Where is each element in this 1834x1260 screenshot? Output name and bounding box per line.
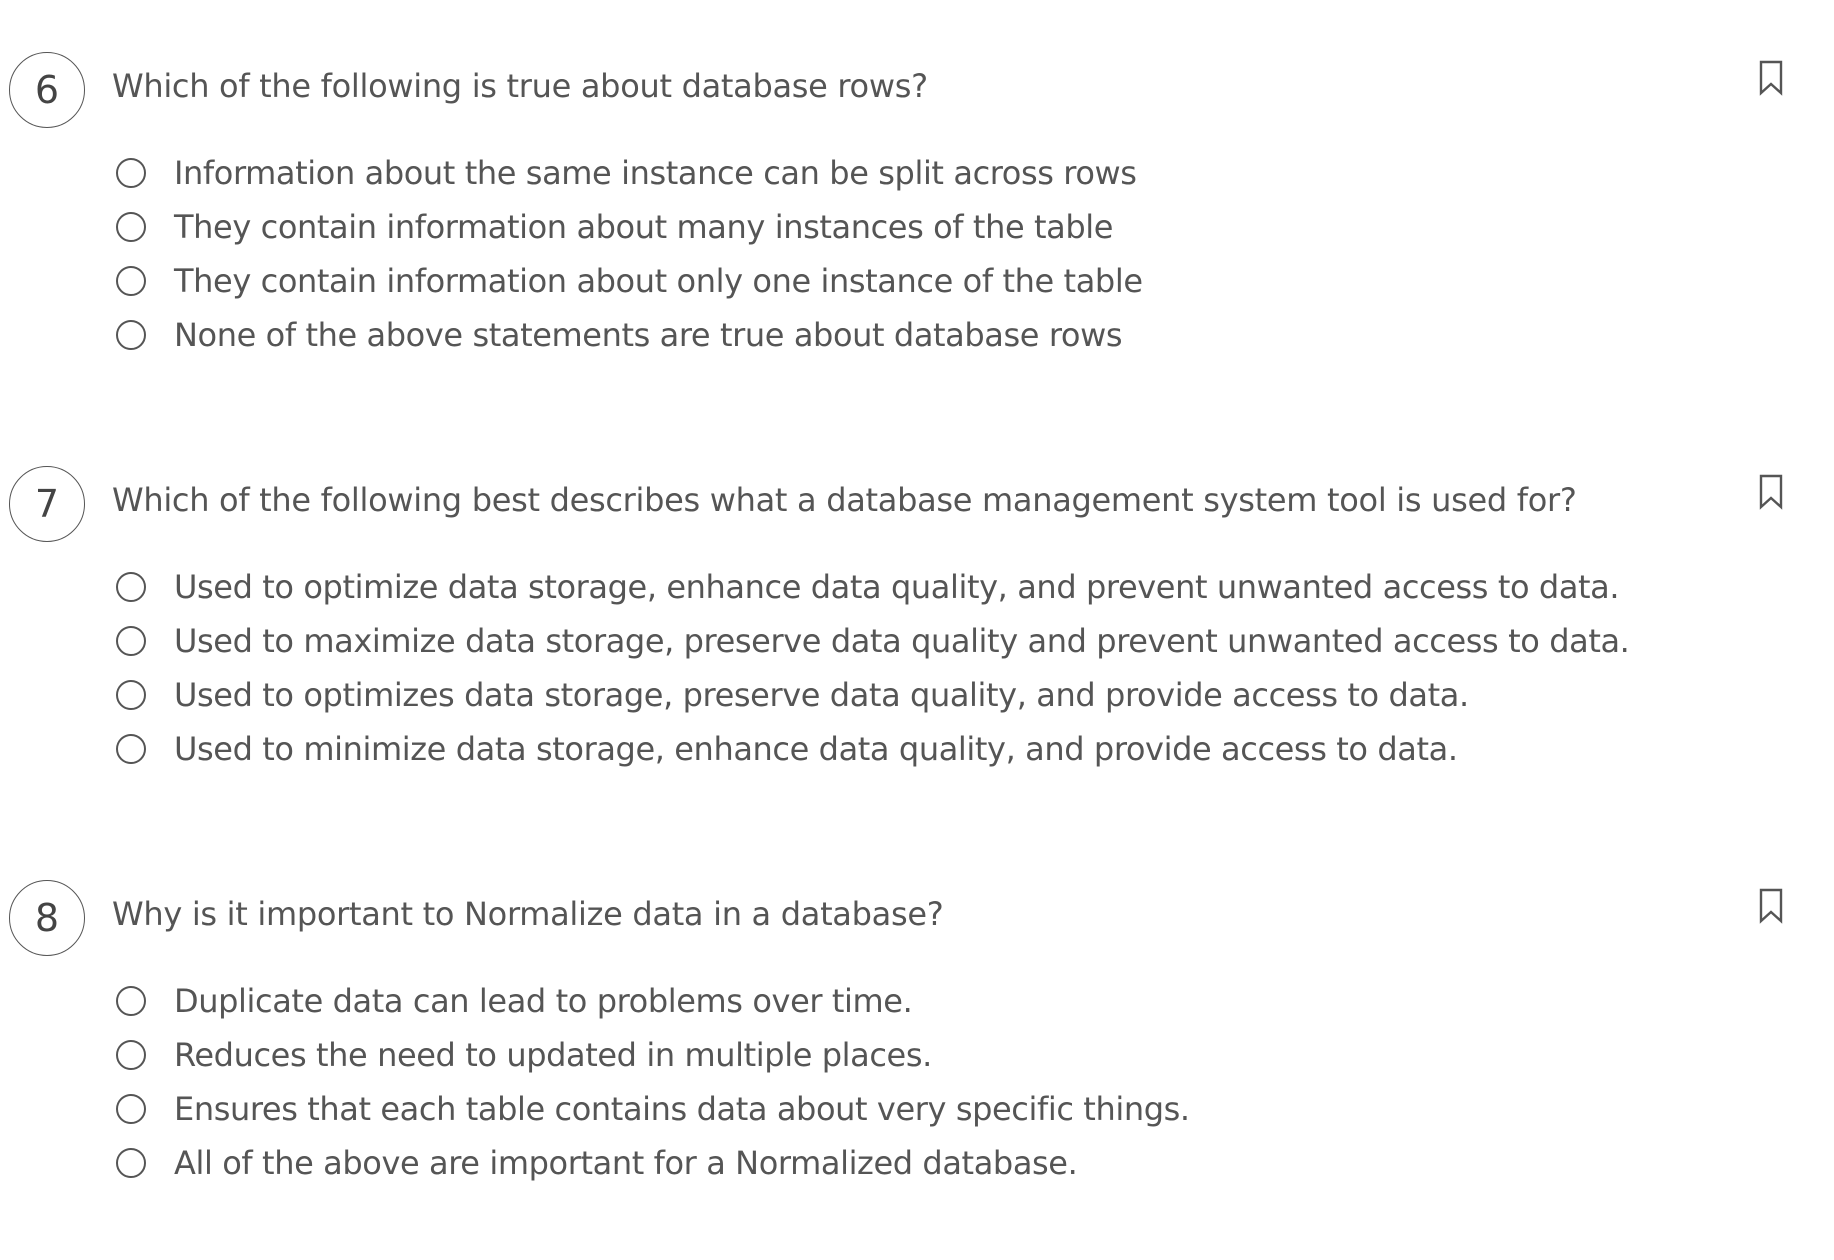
question-number-badge: 6 bbox=[9, 52, 85, 128]
radio-button[interactable] bbox=[116, 1094, 146, 1124]
answer-option[interactable] bbox=[116, 614, 1629, 668]
radio-button[interactable] bbox=[116, 1148, 146, 1178]
radio-button[interactable] bbox=[116, 266, 146, 296]
question-7 bbox=[0, 414, 1834, 768]
bookmark-icon[interactable] bbox=[1758, 474, 1784, 510]
answer-option[interactable] bbox=[116, 560, 1629, 614]
answer-option[interactable] bbox=[116, 1028, 1190, 1082]
radio-button[interactable] bbox=[116, 986, 146, 1016]
answer-option[interactable] bbox=[116, 146, 1143, 200]
answer-option[interactable] bbox=[116, 974, 1190, 1028]
answer-option[interactable] bbox=[116, 1136, 1190, 1190]
bookmark-icon[interactable] bbox=[1758, 888, 1784, 924]
answer-option[interactable] bbox=[116, 254, 1143, 308]
option-label: None of the above statements are true about database rows bbox=[174, 316, 1123, 354]
option-label: Used to maximize data storage, preserve data quality and prevent unwanted access to data. bbox=[174, 622, 1630, 660]
option-label: Ensures that each table contains data about very specific things. bbox=[174, 1090, 1190, 1128]
radio-button[interactable] bbox=[116, 1040, 146, 1070]
option-label: They contain information about only one instance of the table bbox=[174, 262, 1143, 300]
option-label: Used to optimize data storage, enhance data quality, and prevent unwanted access to data. bbox=[174, 568, 1620, 606]
radio-button[interactable] bbox=[116, 572, 146, 602]
option-label: They contain information about many instances of the table bbox=[174, 208, 1114, 246]
option-label: Duplicate data can lead to problems over time. bbox=[174, 982, 913, 1020]
question-text: Which of the following is true about database rows? bbox=[112, 67, 928, 105]
option-label: Reduces the need to updated in multiple places. bbox=[174, 1036, 932, 1074]
radio-button[interactable] bbox=[116, 320, 146, 350]
radio-button[interactable] bbox=[116, 158, 146, 188]
radio-button[interactable] bbox=[116, 734, 146, 764]
option-label: All of the above are important for a Normalized database. bbox=[174, 1144, 1078, 1182]
bookmark-icon[interactable] bbox=[1758, 60, 1784, 96]
question-8 bbox=[0, 828, 1834, 1182]
option-label: Information about the same instance can be split across rows bbox=[174, 154, 1137, 192]
answer-option[interactable] bbox=[116, 308, 1143, 362]
radio-button[interactable] bbox=[116, 212, 146, 242]
question-6 bbox=[0, 0, 1834, 354]
answer-options bbox=[116, 974, 1190, 1190]
answer-option[interactable] bbox=[116, 200, 1143, 254]
question-text: Why is it important to Normalize data in a database? bbox=[112, 895, 944, 933]
question-text: Which of the following best describes what a database management system tool is used for? bbox=[112, 481, 1577, 519]
question-number-badge: 7 bbox=[9, 466, 85, 542]
answer-option[interactable] bbox=[116, 668, 1629, 722]
answer-options bbox=[116, 146, 1143, 362]
answer-option[interactable] bbox=[116, 1082, 1190, 1136]
answer-option[interactable] bbox=[116, 722, 1629, 776]
radio-button[interactable] bbox=[116, 626, 146, 656]
option-label: Used to minimize data storage, enhance data quality, and provide access to data. bbox=[174, 730, 1458, 768]
question-number-badge: 8 bbox=[9, 880, 85, 956]
answer-options bbox=[116, 560, 1629, 776]
option-label: Used to optimizes data storage, preserve data quality, and provide access to data. bbox=[174, 676, 1469, 714]
radio-button[interactable] bbox=[116, 680, 146, 710]
